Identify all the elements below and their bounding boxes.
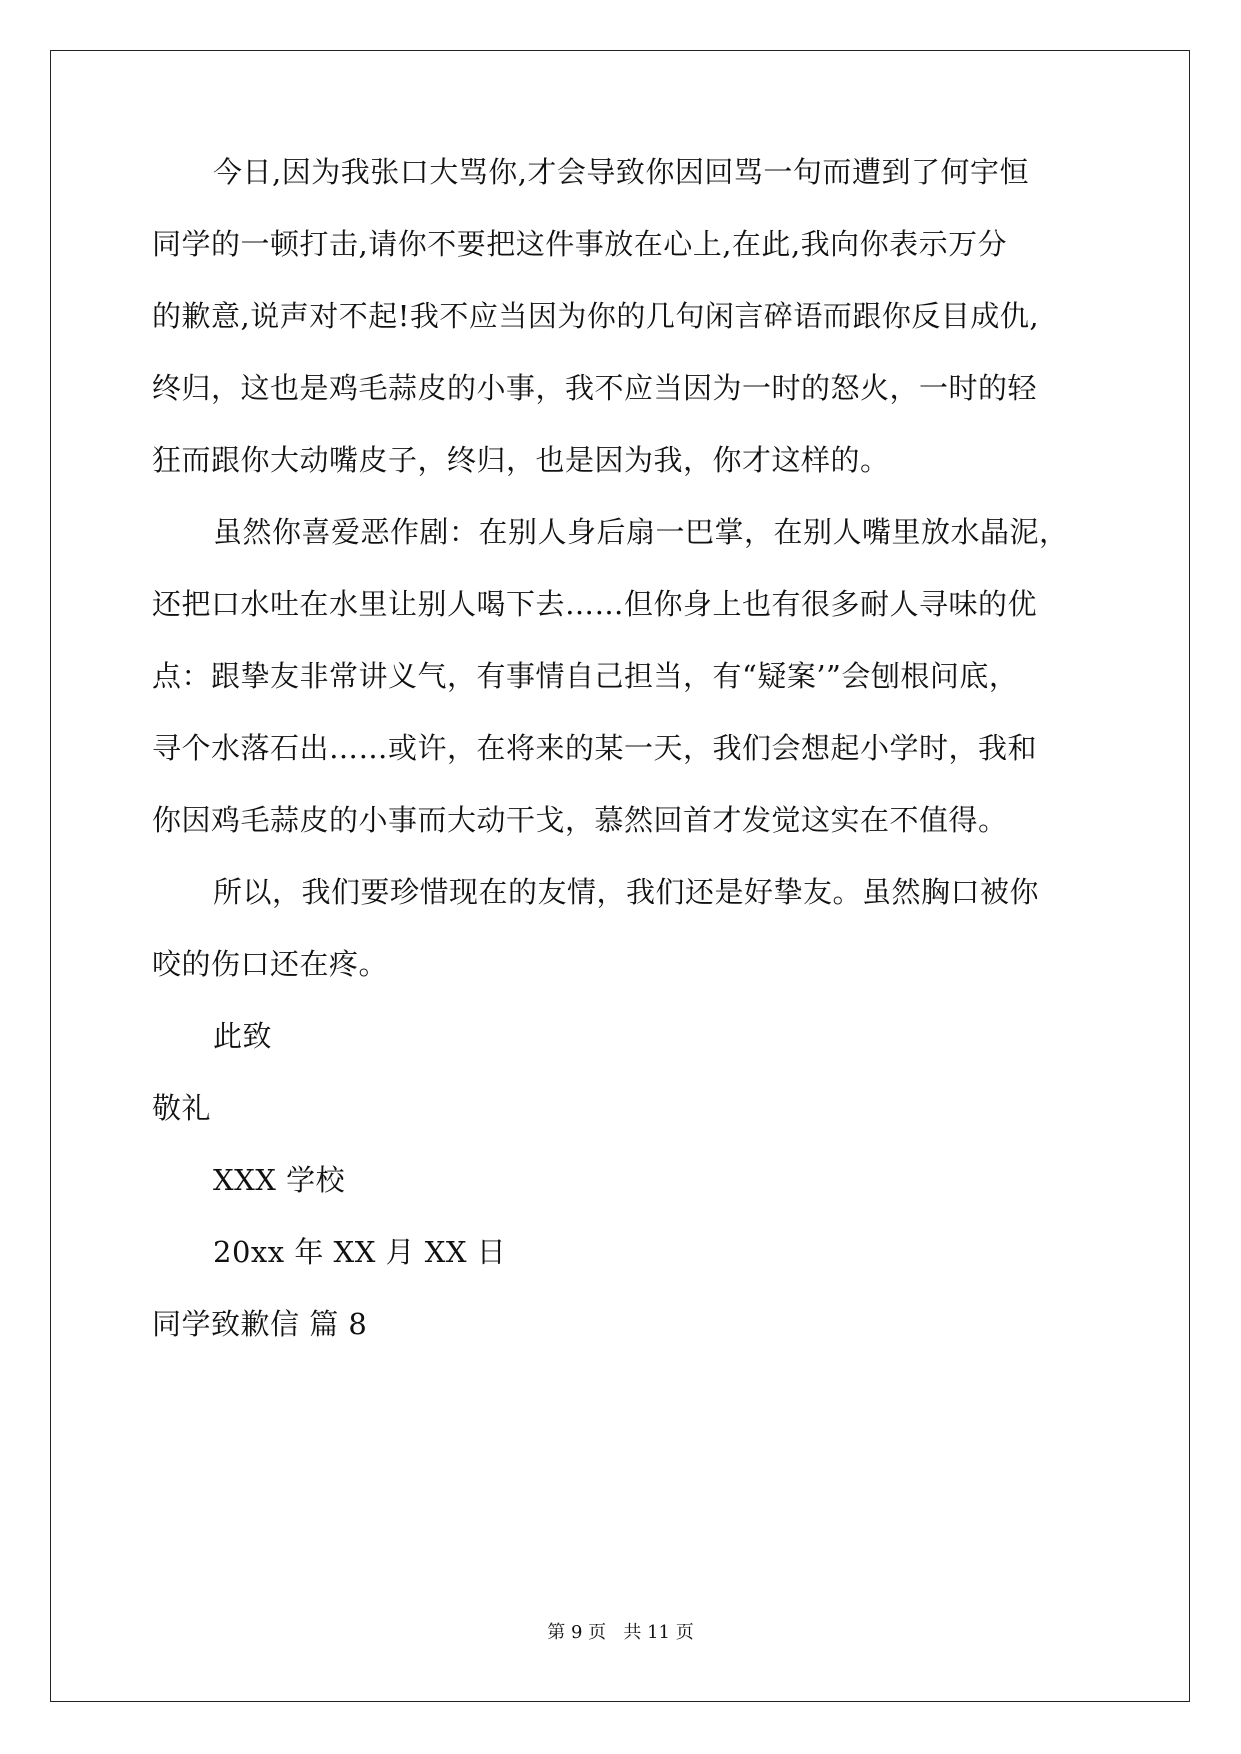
paragraph-line-6: 虽然你喜爱恶作剧：在别人身后扇一巴掌，在别人嘴里放水晶泥， xyxy=(213,515,1069,549)
closing-jingli: 敬礼 xyxy=(152,1091,212,1125)
paragraph-line-5: 狂而跟你大动嘴皮子，终归，也是因为我，你才这样的。 xyxy=(152,443,890,477)
page-number-footer: 第 9 页 共 11 页 xyxy=(547,1622,694,1643)
paragraph-line-8: 点：跟挚友非常讲义气，有事情自己担当，有“疑案’”会刨根问底， xyxy=(152,659,1019,693)
paragraph-line-2: 同学的一顿打击,请你不要把这件事放在心上,在此,我向你表示万分 xyxy=(152,227,1008,261)
paragraph-line-10: 你因鸡毛蒜皮的小事而大动干戈，慕然回首才发觉这实在不值得。 xyxy=(152,803,1008,837)
paragraph-line-11: 所以，我们要珍惜现在的友情，我们还是好挚友。虽然胸口被你 xyxy=(213,875,1040,909)
paragraph-line-7: 还把口水吐在水里让别人喝下去……但你身上也有很多耐人寻味的优 xyxy=(152,587,1038,621)
paragraph-line-3: 的歉意,说声对不起!我不应当因为你的几句闲言碎语而跟你反目成仇, xyxy=(152,299,1040,333)
section-heading: 同学致歉信 篇 8 xyxy=(152,1307,368,1341)
signature-school: XXX 学校 xyxy=(213,1163,346,1197)
closing-cizhi: 此致 xyxy=(213,1019,273,1053)
paragraph-line-1: 今日,因为我张口大骂你,才会导致你因回骂一句而遭到了何宇恒 xyxy=(213,155,1029,189)
paragraph-line-12: 咬的伤口还在疼。 xyxy=(152,947,389,981)
paragraph-line-4: 终归，这也是鸡毛蒜皮的小事，我不应当因为一时的怒火，一时的轻 xyxy=(152,371,1038,405)
paragraph-line-9: 寻个水落石出……或许，在将来的某一天，我们会想起小学时，我和 xyxy=(152,731,1038,765)
signature-date: 20xx 年 XX 月 XX 日 xyxy=(213,1235,507,1269)
